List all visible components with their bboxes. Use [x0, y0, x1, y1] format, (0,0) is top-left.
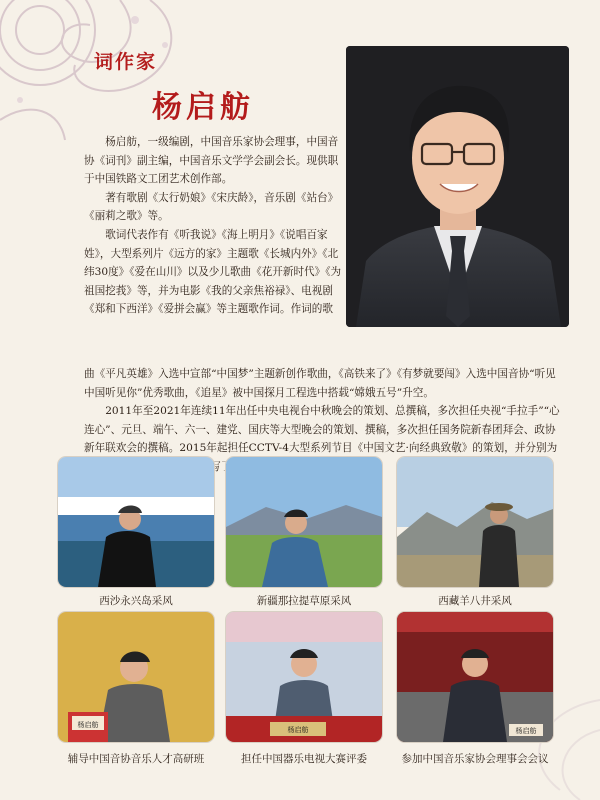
nameplate-1: 杨启舫 — [77, 721, 99, 729]
photo-tibet-illustration — [397, 457, 553, 587]
bio-paragraph-3a: 歌词代表作有《听我说》《海上明月》《说唱百家姓》，大型系列片《远方的家》主题歌《长城内外》《北纬30度》《爱在山川》以及少儿歌曲《花开新时代》《为祖国挖莪》等，并为电影《我的父亲焦裕禄》、电视剧《郑和下西洋》《爱拼会赢》等主题歌作词。作词的歌 — [84, 228, 342, 316]
nameplate-2: 杨启舫 — [287, 726, 309, 734]
photo-judge — [226, 612, 382, 742]
bio-paragraph-1: 杨启舫，一级编剧，中国音乐家协会理事，中国音协《词刊》副主编，中国音乐文学学会副会长。现供职于中国铁路文工团艺术创作部。 — [84, 136, 339, 186]
photo-seminar-illustration — [58, 612, 214, 742]
caption-nalati: 新疆那拉提草原采风 — [256, 595, 352, 607]
nameplate-3: 杨启舫 — [515, 727, 537, 735]
photo-xisha-illustration — [58, 457, 214, 587]
photo-nalati-illustration — [226, 457, 382, 587]
bio-paragraph-4: 2011年至2021年连续11年出任中央电视台中秋晚会的策划、总撰稿，多次担任央视“手拉手”“心连心”、元旦、端午、六一、建党、国庆等大型晚会的策划、撰稿，多次担任国务院新春团拜会、政协新年联欢会的撰稿。2015年起担任CCTV-4大型系列节目《中国文艺·向经典致敬》的策划，并分别为 位艺术家撰写了致敬词。 — [84, 405, 560, 473]
caption-tibet: 西藏羊八井采风 — [438, 595, 512, 607]
photo-meeting-illustration — [397, 612, 553, 742]
bio-paragraph-2: 著有歌剧《太行奶娘》《宋庆龄》，音乐剧《站台》《丽莉之歌》等。 — [84, 191, 339, 223]
photo-xisha — [58, 457, 214, 587]
portrait-illustration — [346, 46, 569, 327]
person-name: 杨启舫 — [152, 90, 254, 125]
photo-nalati — [226, 457, 382, 587]
bio-top-column — [84, 133, 342, 319]
role-title: 词作家 — [94, 51, 158, 73]
photo-tibet — [397, 457, 553, 587]
caption-seminar: 辅导中国音协音乐人才高研班 — [67, 753, 205, 765]
caption-meeting: 参加中国音乐家协会理事会会议 — [401, 753, 549, 765]
photo-meeting — [397, 612, 553, 742]
photo-seminar — [58, 612, 214, 742]
portrait-photo — [346, 46, 569, 327]
bio-paragraph-3b: 曲《平凡英雄》入选中宣部“中国梦”主题新创作歌曲，《高铁来了》《有梦就要闯》入选中国音协“听见中国听见你”优秀歌曲，《追星》被中国探月工程选中搭载“嫦娥五号”升空。 — [84, 368, 556, 399]
caption-judge: 担任中国器乐电视大赛评委 — [241, 753, 367, 765]
caption-xisha: 西沙永兴岛采风 — [99, 595, 173, 607]
photo-judge-illustration — [226, 612, 382, 742]
